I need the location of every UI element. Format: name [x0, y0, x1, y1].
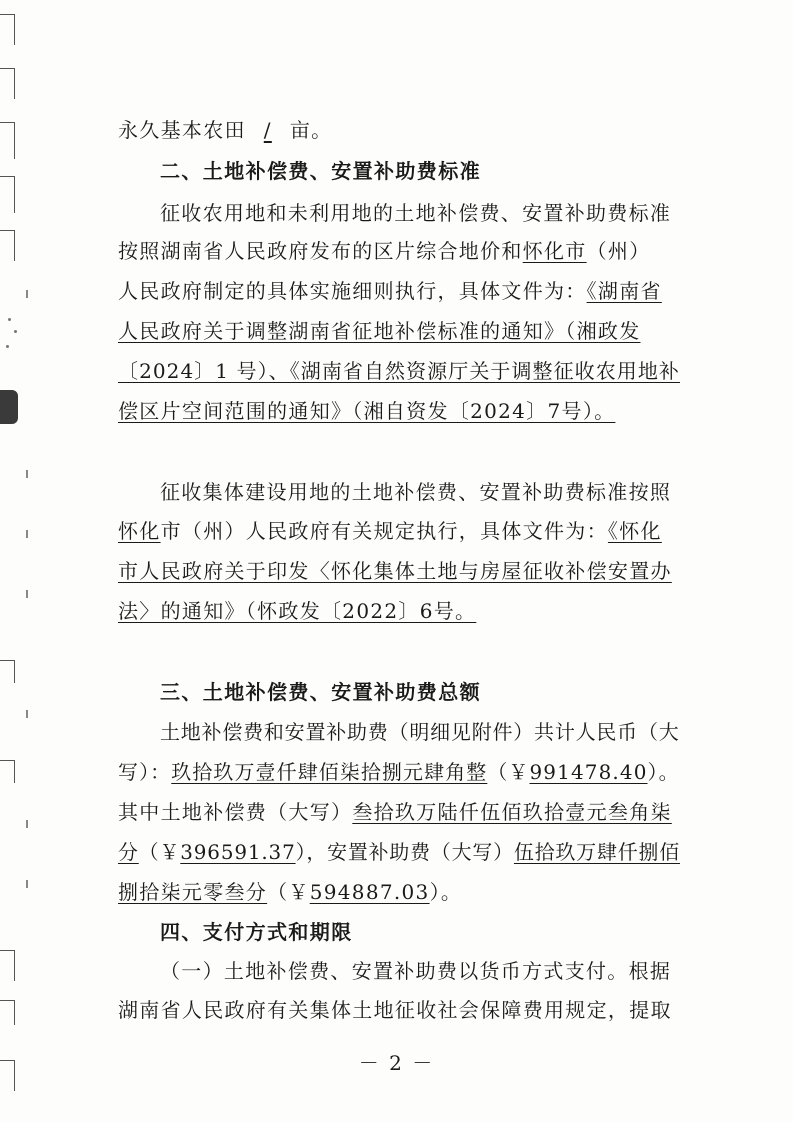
binding-tick: [0, 760, 15, 783]
paragraph-line: [118, 241, 651, 261]
paragraph-line: [118, 521, 662, 541]
farmland-line: [118, 120, 332, 140]
text-run: 其中土地补偿费（大写）: [118, 800, 353, 824]
paragraph-line: [118, 762, 680, 782]
binding-tick: [0, 230, 15, 261]
total-amount-words: 玖拾玖万壹仟肆佰柒拾捌元肆角整: [171, 760, 488, 784]
text-run: ），安置补助费（大写）: [295, 840, 514, 864]
binding-tick: [0, 176, 15, 213]
section-heading-total: 三、土地补偿费、安置补助费总额: [160, 680, 481, 704]
farmland-unit: 亩。: [289, 118, 333, 142]
binding-tick: [0, 122, 15, 159]
resettlement-subsidy-words: 伍拾玖万肆仟捌佰: [513, 840, 680, 864]
scan-speck: [6, 345, 9, 348]
underlined-document-line: 法〉的通知》（怀政发〔2022〕6号。: [118, 599, 477, 623]
text-run: 写）：: [118, 760, 172, 784]
binding-tick: [0, 14, 15, 45]
paragraph-line: 土地补偿费和安置补助费（明细见附件）共计人民币（大: [160, 720, 680, 744]
text-run: （￥: [267, 880, 310, 904]
text-run: ）。: [647, 760, 680, 784]
underlined-document-line: 〔2024〕1 号）、《湖南省自然资源厅关于调整征收农用地补: [118, 359, 680, 383]
scan-speck: [8, 318, 11, 321]
paragraph-line: [118, 882, 462, 902]
underlined-city: 怀化市: [522, 239, 587, 263]
text-run: 人民政府制定的具体实施细则执行，具体文件为：: [118, 279, 587, 303]
text-run: （￥: [138, 840, 181, 864]
binding-dash: [26, 470, 28, 478]
paragraph-line: [118, 842, 680, 862]
paragraph-line: （一）土地补偿费、安置补助费以货币方式支付。根据: [160, 959, 672, 983]
underlined-document-line: 偿区片空间范围的通知》（湘自资发〔2024〕7号）。: [118, 399, 616, 423]
paragraph-line: [118, 281, 662, 301]
page-number: － 2 －: [358, 1051, 435, 1075]
section-heading-payment: 四、支付方式和期限: [160, 920, 353, 944]
land-compensation-words: 分: [118, 840, 139, 864]
paragraph-line: 征收农用地和未利用地的土地补偿费、安置补助费标准: [160, 201, 672, 225]
paragraph-line: 征收集体建设用地的土地补偿费、安置补助费标准按照: [160, 480, 672, 504]
underlined-document-line: 人民政府关于调整湖南省征地补偿标准的通知》（湘政发: [118, 319, 641, 343]
underlined-document: 《怀化: [607, 519, 662, 543]
binding-dash: [26, 590, 28, 598]
paragraph-line: 湖南省人民政府有关集体土地征收社会保障费用规定，提取: [118, 998, 672, 1022]
land-compensation-number: 396591.37: [180, 840, 296, 864]
binding-tick: [0, 68, 15, 99]
underlined-document-line: 市人民政府关于印发〈怀化集体土地与房屋征收补偿安置办: [118, 559, 672, 583]
binding-tick: [0, 660, 15, 683]
resettlement-subsidy-number: 594887.03: [309, 880, 430, 904]
farmland-label: 永久基本农田: [118, 118, 246, 142]
text-run: 市（州）人民政府有关规定执行，具体文件为：: [160, 519, 608, 543]
binding-dash: [26, 820, 28, 828]
resettlement-subsidy-words: 捌拾柒元零叁分: [118, 880, 268, 904]
binding-dash: [26, 710, 28, 718]
binding-tick: [0, 1000, 15, 1025]
scan-speck: [14, 330, 17, 333]
binding-tick: [0, 950, 15, 981]
land-compensation-words: 叁拾玖万陆仟伍佰玖拾壹元叁角柒: [352, 800, 672, 824]
text-run: （州）: [586, 239, 651, 263]
farmland-value: /: [263, 118, 272, 142]
binding-hole: [0, 390, 18, 424]
binding-dash: [26, 530, 28, 538]
underlined-city: 怀化: [118, 519, 161, 543]
binding-dash: [26, 290, 28, 298]
total-amount-number: 991478.40: [529, 760, 648, 784]
text-run: ）。: [429, 880, 463, 904]
underlined-document: 《湖南省: [586, 279, 662, 303]
text-run: （￥: [487, 760, 530, 784]
section-heading-standards: 二、土地补偿费、安置补助费标准: [160, 159, 481, 183]
text-run: 按照湖南省人民政府发布的区片综合地价和: [118, 239, 523, 263]
binding-dash: [26, 880, 28, 888]
paragraph-line: [118, 802, 672, 822]
